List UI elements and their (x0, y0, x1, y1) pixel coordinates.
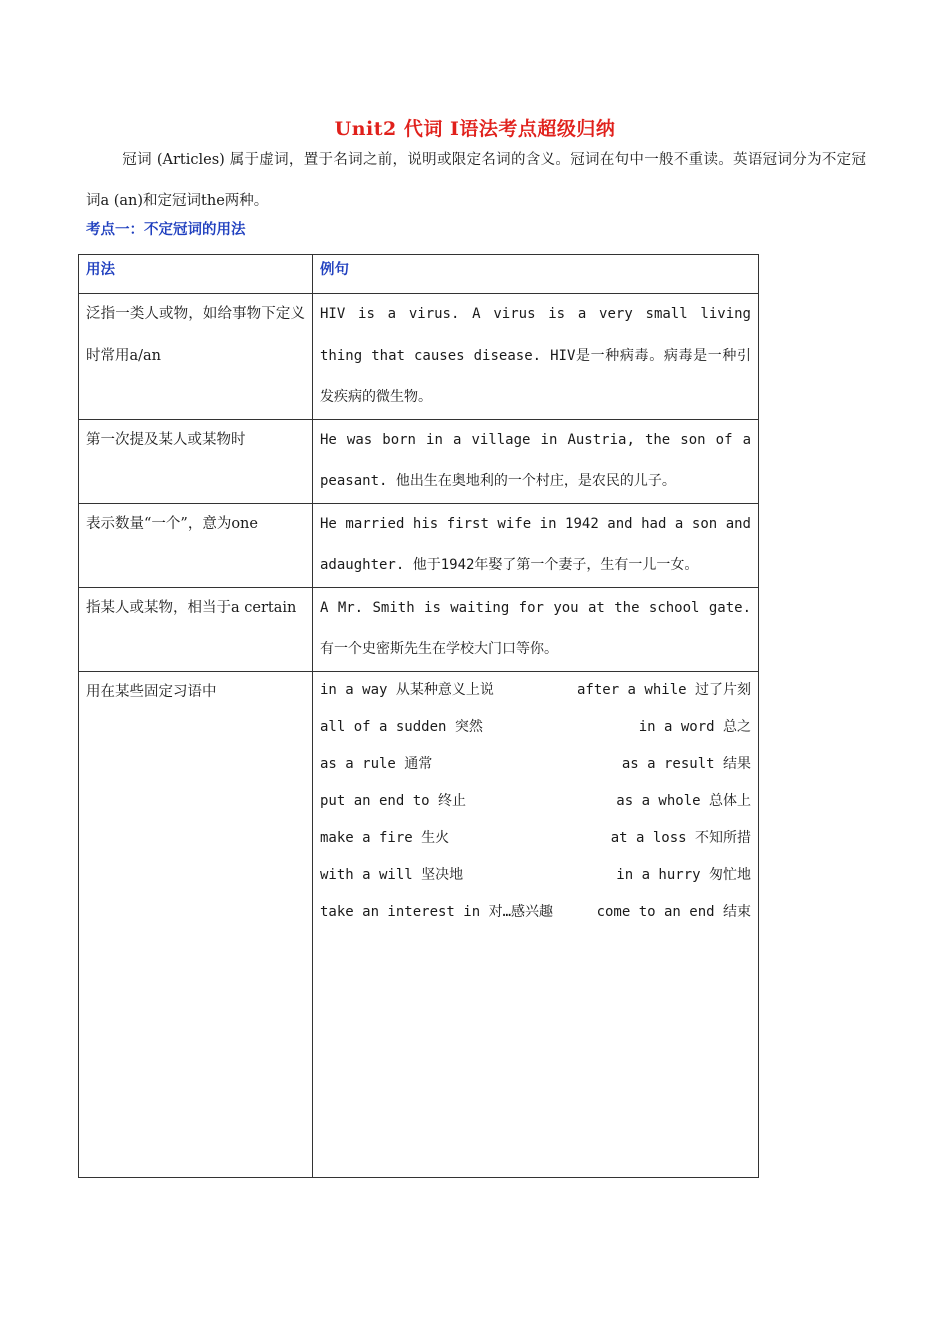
usage-cell: 第一次提及某人或某物时 (79, 419, 313, 503)
page-title: Unit2 代词 I语法考点超级归纳 (334, 118, 616, 140)
idiom-item: at a loss 不知所措 (610, 829, 751, 846)
example-cell: He was born in a village in Austria, the son of a peasant. 他出生在奥地利的一个村庄，是农民的儿子。 (313, 419, 759, 503)
idiom-pair (320, 746, 751, 783)
idiom-item: after a while 过了片刻 (576, 681, 751, 698)
table-row (79, 503, 759, 587)
intro-text: 冠词 (Articles) 属于虚词，置于名词之前，说明或限定名词的含义。冠词在句中一般不重读。英语冠词分为不定冠词a (an)和定冠词the两种。 (86, 152, 866, 209)
example-cell: He married his first wife in 1942 and had a son and adaughter. 他于1942年娶了第一个妻子，生有一儿一女。 (313, 503, 759, 587)
table-row (79, 671, 759, 1177)
idiom-item: as a rule 通常 (320, 755, 433, 772)
idiom-item: in a word 总之 (638, 718, 751, 735)
idiom-item: take an interest in 对…感兴趣 (320, 903, 554, 920)
idiom-pair (320, 857, 751, 894)
usage-cell: 表示数量“一个”，意为one (79, 503, 313, 587)
idiom-pair (320, 672, 751, 709)
usage-table (78, 254, 759, 1178)
section-heading: 考点一：不定冠词的用法 (86, 221, 246, 238)
idiom-item: come to an end 结束 (596, 903, 751, 920)
usage-cell: 指某人或某物，相当于a certain (79, 587, 313, 671)
idiom-pair (320, 820, 751, 857)
usage-cell: 用在某些固定习语中 (79, 671, 313, 1177)
idiom-item: in a hurry 匆忙地 (616, 866, 751, 883)
table-row (79, 587, 759, 671)
idiom-item: with a will 坚决地 (320, 866, 464, 883)
idiom-pair (320, 783, 751, 820)
intro-paragraph (86, 140, 866, 222)
idiom-list (313, 671, 759, 1177)
idiom-pair (320, 709, 751, 746)
idiom-item: as a whole 总体上 (616, 792, 751, 809)
usage-cell: 泛指一类人或物，如给事物下定义时常用a/an (79, 294, 313, 420)
idiom-item: make a fire 生火 (320, 829, 450, 846)
header-example: 例句 (313, 255, 759, 294)
idiom-item: all of a sudden 突然 (320, 718, 483, 735)
idiom-item: as a result 结果 (621, 755, 751, 772)
table-row (79, 294, 759, 420)
example-cell: HIV is a virus. A virus is a very small living thing that causes disease. HIV是一种病毒。病毒是一种引发疾病的微生物。 (313, 294, 759, 420)
idiom-pair (320, 894, 751, 931)
example-cell: A Mr. Smith is waiting for you at the school gate. 有一个史密斯先生在学校大门口等你。 (313, 587, 759, 671)
idiom-item: in a way 从某种意义上说 (320, 681, 494, 698)
table-row (79, 419, 759, 503)
table-header-row (79, 255, 759, 294)
idiom-item: put an end to 终止 (320, 792, 467, 809)
header-usage: 用法 (79, 255, 313, 294)
